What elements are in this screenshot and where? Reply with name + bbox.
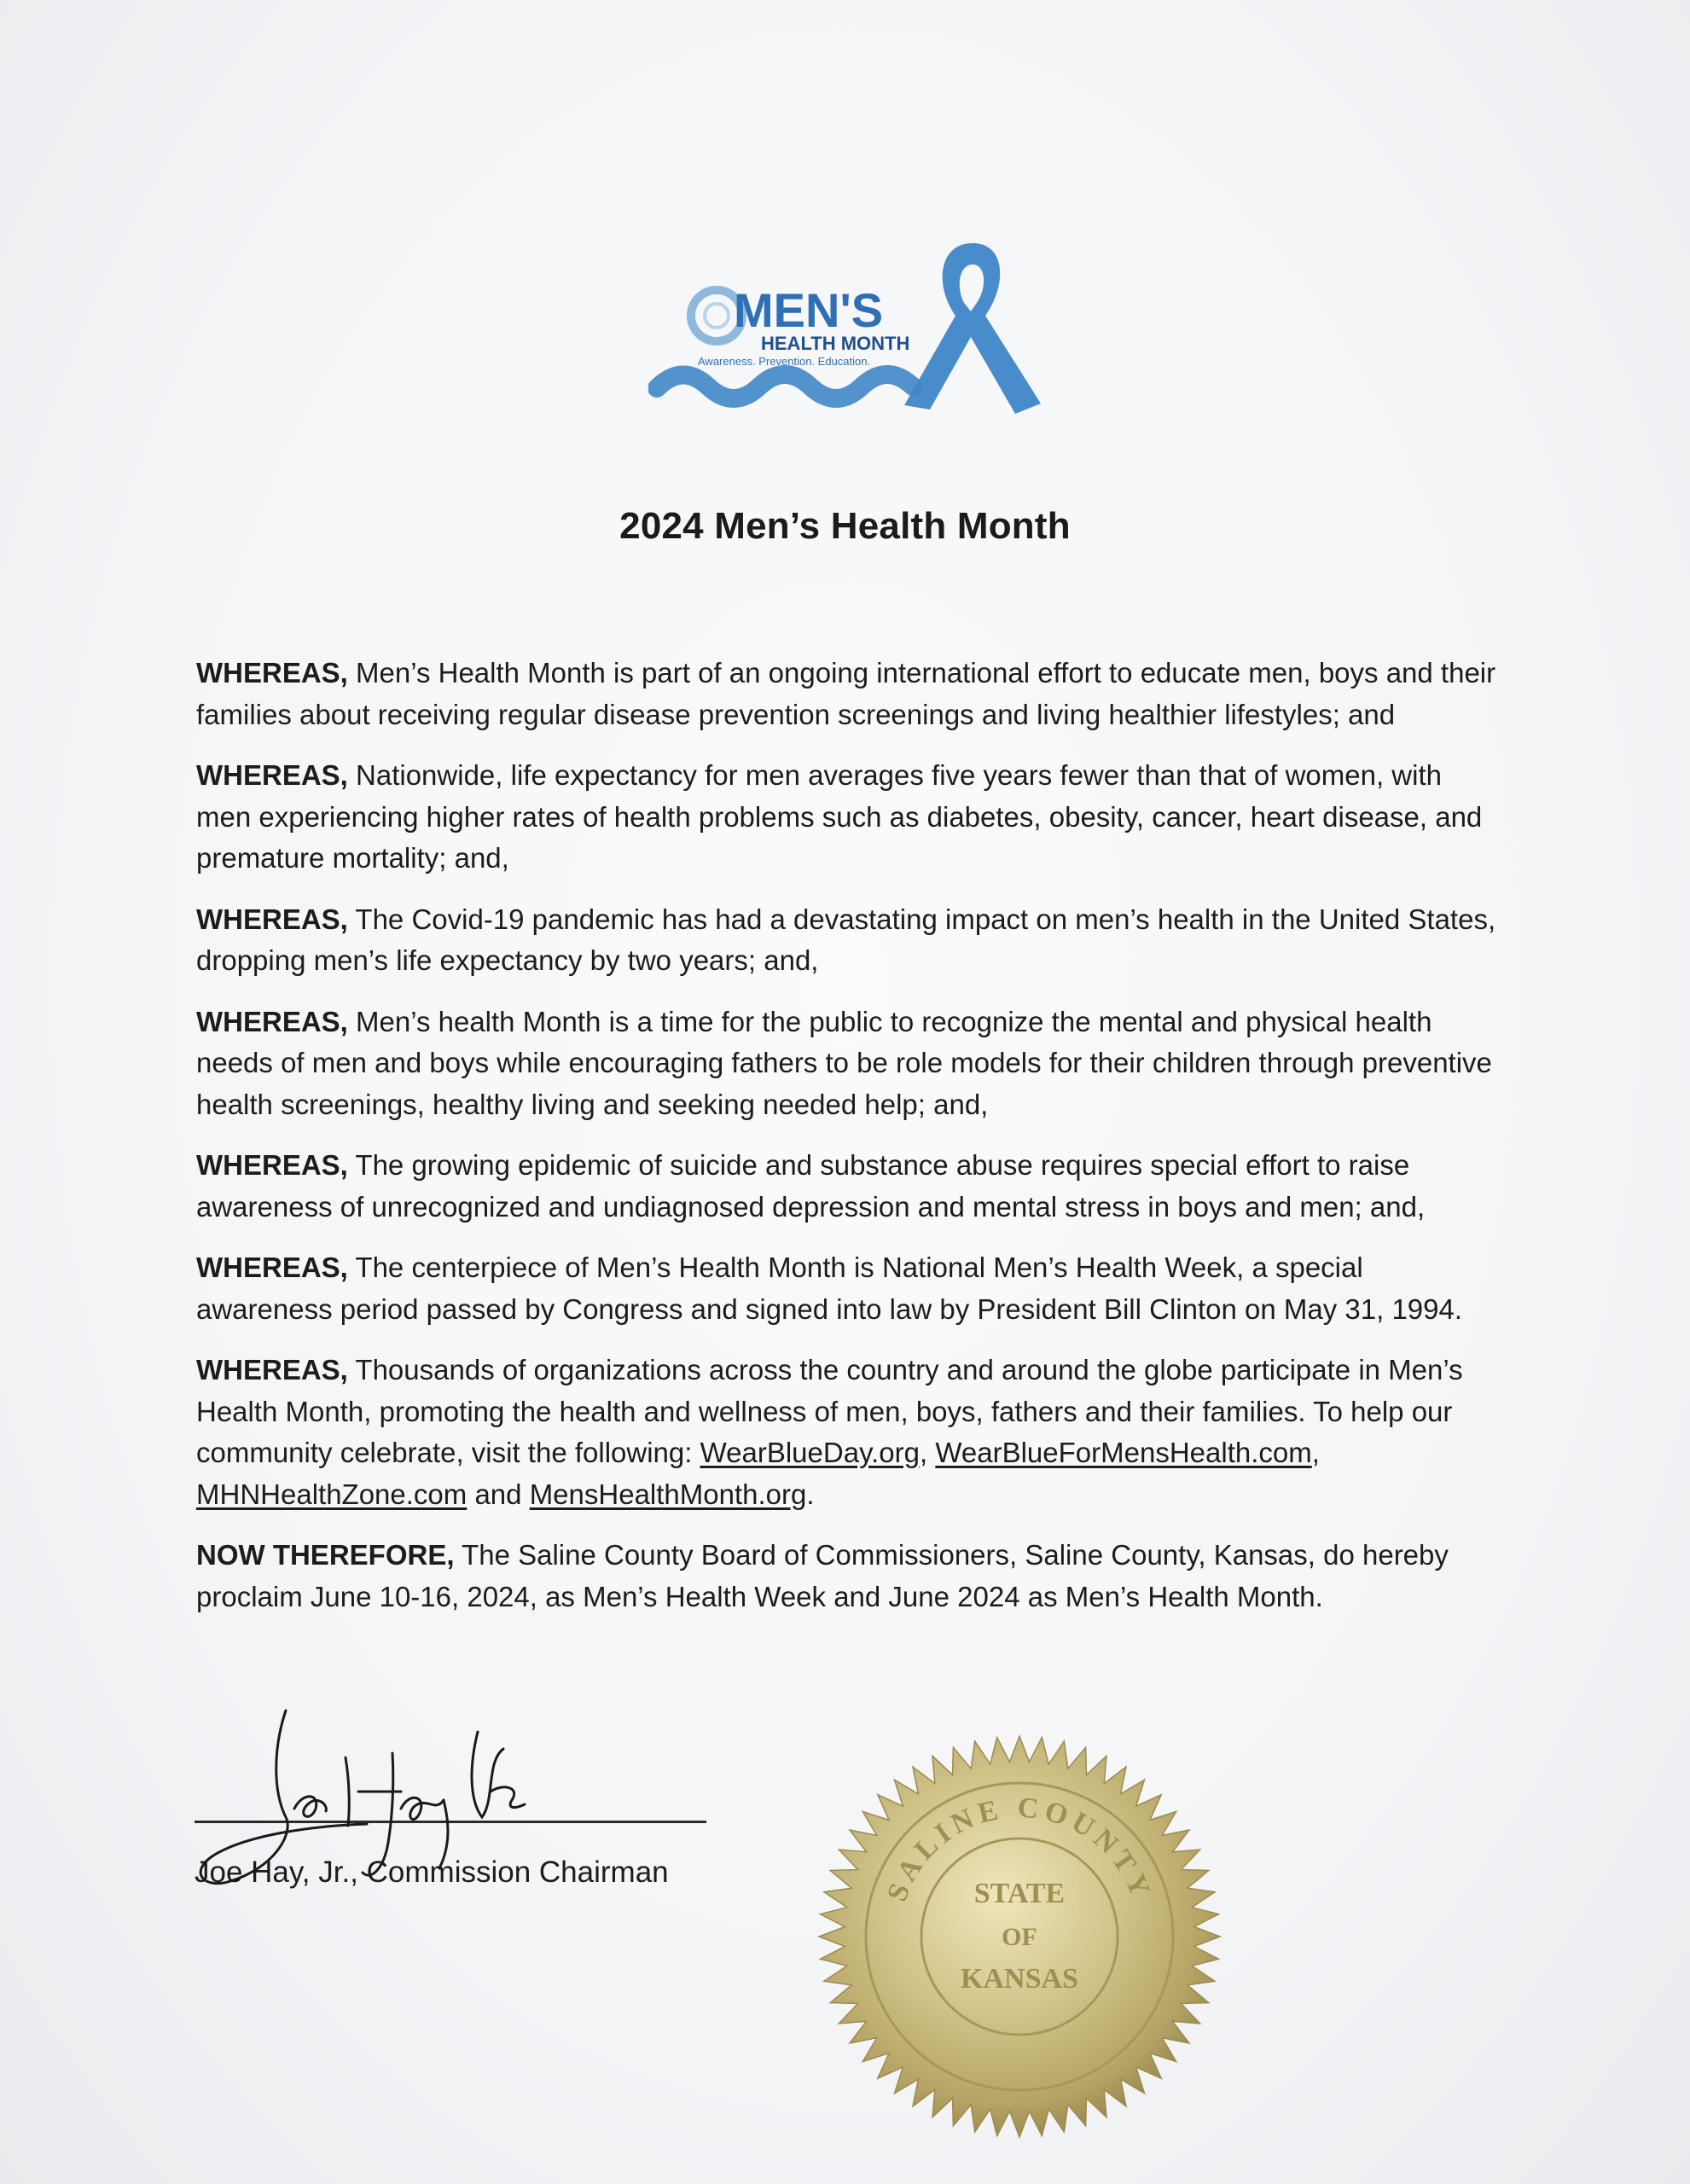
separator: , <box>920 1437 936 1468</box>
link-mhnhealthzone[interactable]: MHNHealthZone.com <box>196 1478 468 1510</box>
handwritten-signature <box>145 1698 546 1920</box>
paragraph-text: The Saline County Board of Commissioners, Saline County, Kansas, do hereby proclaim June 10-16, 2024, as Men’s Health Week and June 2024 as Men’s Health Month. <box>196 1539 1449 1612</box>
paragraph-lead: WHEREAS, <box>196 759 348 791</box>
paragraph-text: The Covid-19 pandemic has had a devastating impact on men’s health in the United States, dropping men’s life expectancy by two years; and, <box>196 903 1496 976</box>
paragraph-lead: WHEREAS, <box>196 903 348 935</box>
whereas-paragraph-3 <box>196 899 1501 982</box>
paragraph-text: Thousands of organizations across the country and around the globe participate in Men’s Health Month, promoting the health and wellness of men, boys, fathers and their families. To help our community celebrate, visit the following: <box>196 1354 1463 1468</box>
logo-tagline: Awareness. Prevention. Education. <box>698 355 871 368</box>
whereas-paragraph-4 <box>196 1002 1501 1126</box>
paragraph-text: Men’s health Month is a time for the public to recognize the mental and physical health needs of men and boys while encouraging fathers to be role models for their children through preventive health screenings, healthy living and seeking needed help; and, <box>196 1005 1492 1120</box>
paragraph-text: Men’s Health Month is part of an ongoing international effort to educate men, boys and their families about receiving regular disease prevention screenings and living healthier lifestyles; and <box>196 657 1496 730</box>
page-title: 2024 Men’s Health Month <box>619 505 1071 547</box>
whereas-paragraph-6 <box>196 1247 1501 1330</box>
seal-center-line1: STATE <box>973 1878 1066 1909</box>
link-wearblueformenshealth[interactable]: WearBlueForMensHealth.com <box>935 1437 1312 1468</box>
whereas-paragraph-1 <box>196 653 1501 735</box>
whereas-paragraph-2 <box>196 755 1501 880</box>
seal-top-text: SALINE COUNTY <box>881 1792 1159 1906</box>
paragraph-lead: WHEREAS, <box>196 1252 348 1283</box>
paragraph-text: The growing epidemic of suicide and substance abuse requires special effort to raise awareness of unrecognized and undiagnosed depression and mental stress in boys and men; and, <box>196 1149 1426 1223</box>
now-therefore-paragraph <box>196 1535 1501 1618</box>
separator: , <box>1311 1437 1320 1468</box>
link-menshealthmonth[interactable]: MensHealthMonth.org <box>529 1478 807 1510</box>
paragraph-lead: WHEREAS, <box>196 1005 348 1037</box>
logo-line1: MEN'S <box>734 283 884 337</box>
proclamation-body <box>196 653 1501 1637</box>
whereas-paragraph-5 <box>196 1145 1501 1228</box>
separator: . <box>806 1478 815 1510</box>
paragraph-lead: WHEREAS, <box>196 1149 348 1181</box>
signer-name: Joe Hay, Jr., Commission Chairman <box>195 1856 669 1889</box>
whereas-paragraph-links <box>196 1350 1501 1515</box>
paragraph-lead: WHEREAS, <box>196 657 348 688</box>
separator: and <box>467 1478 530 1510</box>
seal-center-line3: KANSAS <box>961 1963 1078 1995</box>
paragraph-text: The centerpiece of Men’s Health Month is National Men’s Health Week, a special awareness period passed by Congress and signed into law by President Bill Clinton on May 31, 1994. <box>196 1252 1463 1325</box>
paragraph-text: Nationwide, life expectancy for men averages five years fewer than that of women, with men experiencing higher rates of health problems such as diabetes, obesity, cancer, heart disease, and premature mortality; and, <box>196 759 1483 874</box>
county-seal <box>815 1732 1224 2141</box>
logo-line2: HEALTH MONTH <box>761 333 910 354</box>
seal-center-line2: OF <box>1002 1923 1037 1951</box>
link-wearblueday[interactable]: WearBlueDay.org <box>700 1437 920 1468</box>
mens-health-month-logo <box>648 235 1049 427</box>
paragraph-lead: WHEREAS, <box>196 1354 348 1385</box>
paragraph-lead: NOW THEREFORE, <box>196 1539 455 1571</box>
